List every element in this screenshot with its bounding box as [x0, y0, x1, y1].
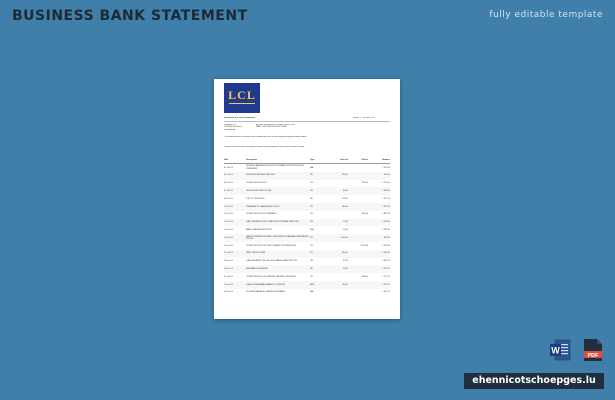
cell-paid-in — [348, 187, 368, 195]
cell-date: 23 Jun 23 — [224, 260, 233, 263]
transactions-table — [224, 157, 390, 297]
cell-paid-out: 1 100.00 — [326, 234, 348, 242]
cell-paid-out: 72.40 — [326, 219, 348, 227]
cell-paid-in — [348, 226, 368, 234]
cell-date: 30 Jun 23 — [224, 291, 233, 294]
cell-date: 14 Jun 23 — [224, 213, 233, 216]
table-row — [224, 242, 390, 250]
statement-document — [214, 79, 400, 319]
cell-paid-in — [348, 203, 368, 211]
statement-header: BUSINESS ACCOUNT Statement — [224, 117, 255, 119]
account-line: IBAN: LU28 0019 4006 4475 0000 — [256, 126, 287, 129]
cell-date: 08 Jun 23 — [224, 197, 233, 200]
logo-text: LCL — [228, 88, 256, 102]
table-row — [224, 164, 390, 172]
cell-paid-out: 150.00 — [326, 281, 348, 289]
cell-balance: 1 567.91 — [368, 281, 390, 289]
cell-paid-out: 12.00 — [342, 229, 348, 232]
pdf-icon-label: PDF — [587, 352, 599, 359]
cell-balance: 1 717.91 — [382, 275, 390, 278]
table-row — [224, 195, 390, 203]
cell-description: BANK CHARGES MONTHLY — [246, 229, 273, 232]
cell-paid-out — [326, 242, 348, 250]
cell-paid-in: 780.00 — [361, 182, 368, 185]
cell-paid-out — [326, 164, 348, 172]
cell-date: 02 Jun 23 — [224, 172, 246, 180]
table-row — [224, 234, 390, 242]
cell-balance: 1 794.90 — [368, 219, 390, 227]
table-row — [224, 211, 390, 219]
cell-description: SALARY PAYMENTS STAFF JUNE BATCH TRANSFER REFERENCE 2023-06 — [246, 235, 309, 241]
cell-description: CLOSING BALANCE CARRIED FORWARD — [246, 291, 286, 294]
cell-description: SUPPLIER PAYMENT REF 0042 — [246, 172, 310, 180]
cell-balance: 1 250.00 — [382, 166, 390, 169]
cell-balance: 930.00 — [368, 172, 390, 180]
intro-text-2: Please check all entries carefully and report any discrepancy to your branch within 30 days. — [224, 146, 305, 148]
cell-balance: 1 867.30 — [382, 213, 390, 216]
cell-date: 26 Jun 23 — [224, 265, 246, 273]
cell-date: 05 Jun 23 — [224, 182, 233, 185]
cell-date: 12 Jun 23 — [224, 203, 246, 211]
cell-type: DD — [310, 265, 326, 273]
table-row — [224, 258, 390, 266]
cell-balance: 1 482.90 — [368, 250, 390, 258]
cell-paid-in: 380.00 — [361, 275, 368, 278]
cell-paid-in — [348, 281, 368, 289]
table-row — [224, 172, 390, 180]
cell-type: CB — [310, 219, 326, 227]
cell-description: CLIENT INVOICE 1205 PARTIAL PAYMENT RECEIVED — [246, 275, 297, 278]
table-row — [224, 281, 390, 289]
cell-paid-out: 200.00 — [326, 203, 348, 211]
column-header: Balance — [368, 157, 390, 164]
cell-type: SO — [310, 250, 326, 258]
column-header: Description — [246, 157, 310, 164]
word-file-icon[interactable] — [549, 339, 571, 361]
cell-type: CB — [310, 260, 313, 263]
cell-paid-out — [326, 180, 348, 188]
cell-type: CR — [310, 244, 313, 247]
company-address — [224, 124, 242, 131]
cell-type: CB — [310, 187, 326, 195]
column-header: Paid in — [348, 157, 368, 164]
address-line: 123 Business Street — [224, 126, 242, 129]
cell-date: 29 Jun 23 — [224, 281, 246, 289]
cell-paid-out — [326, 211, 348, 219]
table-row — [224, 203, 390, 211]
table-row — [224, 187, 390, 195]
cell-date: 07 Jun 23 — [224, 187, 246, 195]
cell-balance: 1 432.91 — [382, 260, 390, 263]
cell-paid-in — [348, 250, 368, 258]
table-row — [224, 226, 390, 234]
cell-paid-out: 320.00 — [326, 172, 348, 180]
cell-description: CLIENT INVOICE 1187 — [246, 182, 267, 185]
cell-paid-out: 95.00 — [326, 265, 348, 273]
page-title: BUSINESS BANK STATEMENT — [12, 8, 248, 24]
intro-text: This statement lists all transactions recorded on your account during the period shown above. — [224, 136, 307, 138]
column-header: Date — [224, 157, 246, 164]
address-line: Luxembourg — [224, 128, 236, 131]
cell-paid-in — [348, 172, 368, 180]
cell-description: CLIENT INVOICE 1192 PAYMENT — [246, 213, 277, 216]
cell-description: CARD PAYMENT FUEL STATION MOTORWAY SERVICES — [246, 219, 310, 227]
cell-paid-in — [348, 258, 368, 266]
cell-description: TRANSFER TO SAVINGS ACCOUNT — [246, 203, 310, 211]
table-row — [224, 250, 390, 258]
cell-paid-in — [348, 289, 368, 297]
cell-type: FEE — [310, 229, 314, 232]
cell-type: CR — [310, 275, 313, 278]
cell-type: BAL — [310, 291, 314, 294]
cell-type: CR — [310, 182, 313, 185]
cell-paid-in — [348, 164, 368, 172]
cell-type: DD — [310, 172, 326, 180]
cell-paid-out — [326, 273, 348, 281]
column-header: Type — [310, 157, 326, 164]
cell-paid-in — [348, 265, 368, 273]
cell-description: OFFICE SUPPLIES STORE — [246, 187, 310, 195]
cell-balance: 2 132.90 — [382, 244, 390, 247]
cell-description: CASH WITHDRAWAL BRANCH COUNTER — [246, 281, 310, 289]
cell-paid-out: 118.20 — [342, 197, 348, 200]
cell-description: INSURANCE PREMIUM — [246, 265, 310, 273]
cell-type: TR — [310, 203, 326, 211]
cell-paid-in — [348, 195, 368, 203]
cell-date: 27 Jun 23 — [224, 275, 233, 278]
cell-date: 15 Jun 23 — [224, 219, 246, 227]
table-row — [224, 180, 390, 188]
cell-paid-in: 540.00 — [361, 213, 368, 216]
account-line: Account: BUSINESS CURRENT ACCOUNT — [256, 124, 296, 126]
cell-balance: 1 327.30 — [368, 203, 390, 211]
bank-logo — [224, 83, 260, 113]
pdf-file-icon[interactable] — [582, 338, 604, 362]
header-divider — [224, 121, 390, 122]
cell-type: ATM — [310, 281, 326, 289]
table-row — [224, 273, 390, 281]
cell-date: 19 Jun 23 — [224, 234, 246, 242]
cell-paid-in: 1 450.00 — [360, 244, 368, 247]
cell-description: UTILITY PROVIDER — [246, 197, 265, 200]
logo-underline — [229, 103, 255, 104]
word-icon-label: W — [551, 345, 560, 356]
cell-balance: 1 567.91 — [382, 291, 390, 294]
cell-type: CR — [310, 213, 313, 216]
cell-paid-out: 49.99 — [342, 260, 348, 263]
cell-date: 16 Jun 23 — [224, 229, 233, 232]
table-row — [224, 289, 390, 297]
editable-badge: fully editable template — [489, 10, 603, 20]
cell-description: CLIENT INVOICE 1201 SETTLEMENT FOR SERVICES — [246, 244, 297, 247]
column-header: Paid out — [326, 157, 348, 164]
cell-balance: 1 710.00 — [382, 182, 390, 185]
address-line: Company Ltd — [224, 124, 236, 126]
cell-paid-in — [348, 219, 368, 227]
cell-balance: 1 527.30 — [382, 197, 390, 200]
cell-description: OPENING BALANCE BROUGHT FORWARD FROM PREVIOUS STATEMENT — [246, 165, 304, 170]
cell-type: TR — [310, 234, 326, 242]
cell-paid-out — [326, 289, 348, 297]
cell-date: 01 Jun 23 — [224, 166, 233, 169]
cell-type: BAL — [310, 166, 314, 169]
table-row — [224, 265, 390, 273]
cell-description: CARD PAYMENT ONLINE SOFTWARE SUBSCRIPTION — [246, 260, 297, 263]
account-details — [256, 124, 295, 129]
table-row — [224, 219, 390, 227]
cell-type: DD — [310, 197, 313, 200]
cell-paid-out: 650.00 — [326, 250, 348, 258]
site-watermark: ehennicotschoepges.lu — [464, 373, 604, 389]
cell-balance: 1 337.91 — [368, 265, 390, 273]
cell-balance: 1 645.50 — [368, 187, 390, 195]
cell-paid-in — [348, 234, 368, 242]
cell-description: RENT OFFICE JUNE — [246, 250, 310, 258]
cell-balance: 682.90 — [368, 234, 390, 242]
cell-date: 21 Jun 23 — [224, 250, 246, 258]
cell-paid-out: 64.50 — [326, 187, 348, 195]
cell-date: 20 Jun 23 — [224, 244, 233, 247]
statement-period: Period: 1 - 30 June 2023 — [353, 117, 375, 119]
cell-balance: 1 782.90 — [382, 229, 390, 232]
